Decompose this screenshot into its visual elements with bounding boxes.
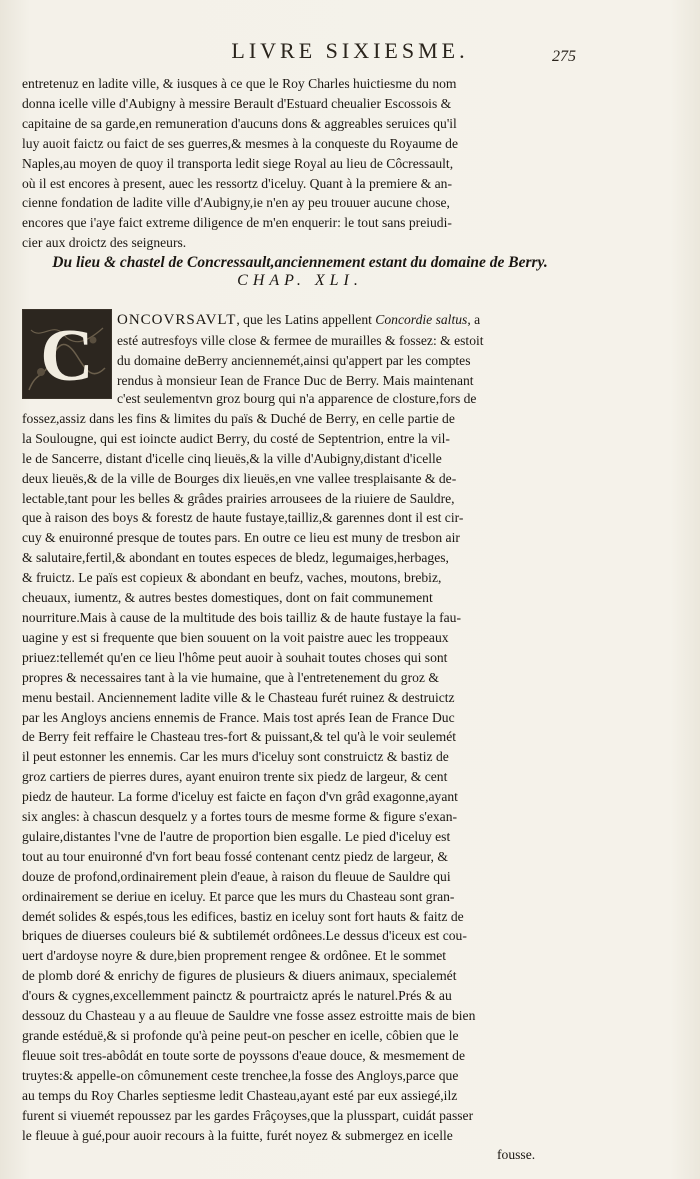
text-line: [117, 310, 557, 331]
text-line: six angles: à chascun desquelz y a fortes tours de mesme forme & figure s'exan-: [22, 809, 458, 825]
text-line: demét solides & espés,tous les edifices, bastiz en iceluy sont fort hauts & faitz de: [22, 908, 464, 924]
text-line: truytes:& appelle-on cômunement ceste trenchee,la fosse des Angloys,parce que: [22, 1067, 459, 1083]
text-line: gulaire,distantes l'vne de l'autre de proportion bien esgalle. Le pied d'iceluy est: [22, 828, 451, 844]
text-line: c'est seulementvn groz bourg qui n'a apparence de closture,fors de: [117, 391, 477, 406]
chapter-opening-word: ONCOVRSAVLT: [117, 312, 237, 328]
text-line: le de Sancerre, distant d'icelle cinq lieuës,& la ville d'Aubigny,distant d'icelle: [22, 450, 442, 466]
text-line: d'ours & cygnes,excellemment painctz & pourtraictz aprés le naturel.Prés & au: [22, 988, 452, 1004]
chapter-body-indented: [117, 310, 557, 391]
decorated-initial-ornament: [23, 310, 111, 398]
text-line: priuez:tellemét qu'en ce lieu l'hôme peut auoir à souhait toutes choses qui sont: [22, 649, 448, 665]
latin-name: Concordie saltus: [375, 312, 468, 327]
chapter-heading: Du lieu & chastel de Concressault,anciennement estant du domaine de Berry.: [52, 254, 548, 271]
text-line: cier aux droictz des seigneurs.: [22, 235, 187, 251]
text-line: menu bestail. Anciennement ladite ville & le Chasteau furét ruinez & destruictz: [22, 689, 455, 705]
text-line: piedz de hauteur. La forme d'iceluy est faicte en façon d'vn grâd exagonne,ayant: [22, 789, 458, 805]
text-line: dessouz du Chasteau y a au fleuue de Sauldre vne fosse assez estroitte mais de bien: [22, 1008, 476, 1024]
page-number: 275: [552, 48, 576, 65]
text-line: deux lieuës,& de la ville de Bourges dix lieuës,en vne vallee tresplaisante & de-: [22, 470, 457, 486]
text-line: propres & necessaires tant à la vie humaine, que à l'entretenement du groz &: [22, 669, 439, 685]
chapter-body: [22, 389, 562, 1165]
text-line: encores que i'aye faict extreme diligence de m'en enquerir: le tout sans preiudi-: [22, 215, 452, 231]
text-line: que à raison des boys & forestz de haute fustaye,tailliz,& garennes dont il est cir-: [22, 510, 464, 526]
text-line: le fleuue à gué,pour auoir recours à la fuitte, furét noyez & submergez en icelle: [22, 1127, 453, 1143]
text-line: & fruictz. Le païs est copieux & abondant en beufz, vaches, moutons, brebiz,: [22, 570, 442, 586]
text-line: par les Angloys anciens ennemis de France. Mais tost aprés Iean de France Duc: [22, 709, 455, 725]
text-run: , que les Latins appellent: [236, 312, 376, 327]
text-line: au temps du Roy Charles septiesme ledit Chasteau,ayant esté par eux assiegé,ilz: [22, 1087, 458, 1103]
text-line: uert d'ardoyse noyre & dure,bien proprement rengee & ordônee. Et le sommet: [22, 948, 447, 964]
initial-letter: C: [40, 315, 94, 397]
text-line: où il est encores à present, auec les ressortz d'iceluy. Quant à la premiere & an-: [22, 175, 452, 191]
intro-paragraph: [22, 74, 562, 253]
text-run: rendus à monsieur Iean de France Duc de Berry. Mais maintenant: [117, 372, 474, 388]
decorated-initial: [22, 309, 112, 399]
text-line: capitaine de sa garde,en remuneration d'aucuns dons & aggreables seruices qu'il: [22, 115, 457, 131]
text-line: il peut estonner les ennemis. Car les murs d'iceluy sont construictz & bastiz de: [22, 749, 449, 765]
text-line: [117, 371, 557, 391]
text-line: uagine y est si frequente que bien souuent on la voit paistre auec les troppeaux: [22, 629, 449, 645]
text-line: briques de diuerses couleurs bié & subtilemét ordônees.Le dessus d'iceux est cou-: [22, 928, 467, 944]
running-title: LIVRE SIXIESME.: [231, 38, 469, 63]
text-line: luy auoit faictz ou faict de ses guerres,& mesmes à la conqueste du Royaume de: [22, 135, 458, 151]
text-line: ordinairement se deriue en iceluy. Et parce que les murs du Chasteau sont gran-: [22, 888, 455, 904]
text-line: cheuaux, iumentz, & autres bestes domestiques, dont on fait communement: [22, 590, 433, 606]
chapter-number: CHAP. XLI.: [237, 272, 363, 289]
text-line: & salutaire,fertil,& abondant en toutes especes de bledz, legumaiges,herbages,: [22, 550, 449, 566]
text-line: douze de profond,ordinairement plein d'eaue, à raison du fleuue de Sauldre qui: [22, 868, 451, 884]
text-line: cienne fondation de ladite ville d'Aubigny,ie n'en ay peu trouuer aucune chose,: [22, 195, 450, 211]
page-header: [0, 38, 700, 72]
text-line: Naples,au moyen de quoy il transporta ledit siege Royal au lieu de Côcressault,: [22, 155, 454, 171]
text-line: entretenuz en ladite ville, & iusques à ce que le Roy Charles huictiesme du nom: [22, 76, 457, 91]
text-line: [117, 351, 557, 371]
text-line: tout au tour enuironné d'vn fort beau fossé contenant centz piedz de largeur, &: [22, 848, 448, 864]
text-line: de plomb doré & enrichy de figures de plusieurs & diuers animaux, specialemét: [22, 968, 457, 984]
text-run: , a: [467, 312, 481, 327]
text-run: esté autresfoys ville close & fermee de murailles & fossez: & estoit: [117, 332, 484, 348]
text-line: nourriture.Mais à cause de la multitude des bois tailliz & de haute fustaye la fau-: [22, 609, 462, 625]
text-line: cuy & enuironné presque de toutes pars. En outre ce lieu est muny de tresbon air: [22, 530, 460, 546]
text-line: lectable,tant pour les belles & grâdes prairies arrousees de la riuiere de Sauldre,: [22, 490, 455, 506]
text-line: donna icelle ville d'Aubigny à messire Berault d'Estuard cheualier Escossois &: [22, 95, 452, 111]
text-line: la Soulougne, qui est ioincte audict Berry, du costé de Septentrion, entre la vil-: [22, 430, 450, 446]
text-line: de Berry feit reffaire le Chasteau tres-fort & puissant,& tel qu'à le voir seulemét: [22, 729, 457, 745]
text-run: du domaine deBerry anciennemét,ainsi qu'appert par les comptes: [117, 352, 471, 368]
text-line: [117, 331, 557, 351]
text-line: groz cartiers de pierres dures, ayant enuiron trente six piedz de largeur, & cent: [22, 769, 448, 785]
text-line: fousse.: [497, 1147, 536, 1163]
text-line: fleuue soit tres-abôdát en toute sorte de poyssons d'eaue douce, & mesmement de: [22, 1047, 465, 1063]
text-line: grande estéduë,& si profonde qu'à peine peut-on pescher en icelle, côbien que le: [22, 1028, 459, 1043]
text-line: fossez,assiz dans les fins & limites du païs & Duché de Berry, en celle partie de: [22, 410, 455, 426]
text-line: furent si viuemét repoussez par les gardes Frâçoyses,que la plusspart, cuidát passer: [22, 1107, 474, 1123]
